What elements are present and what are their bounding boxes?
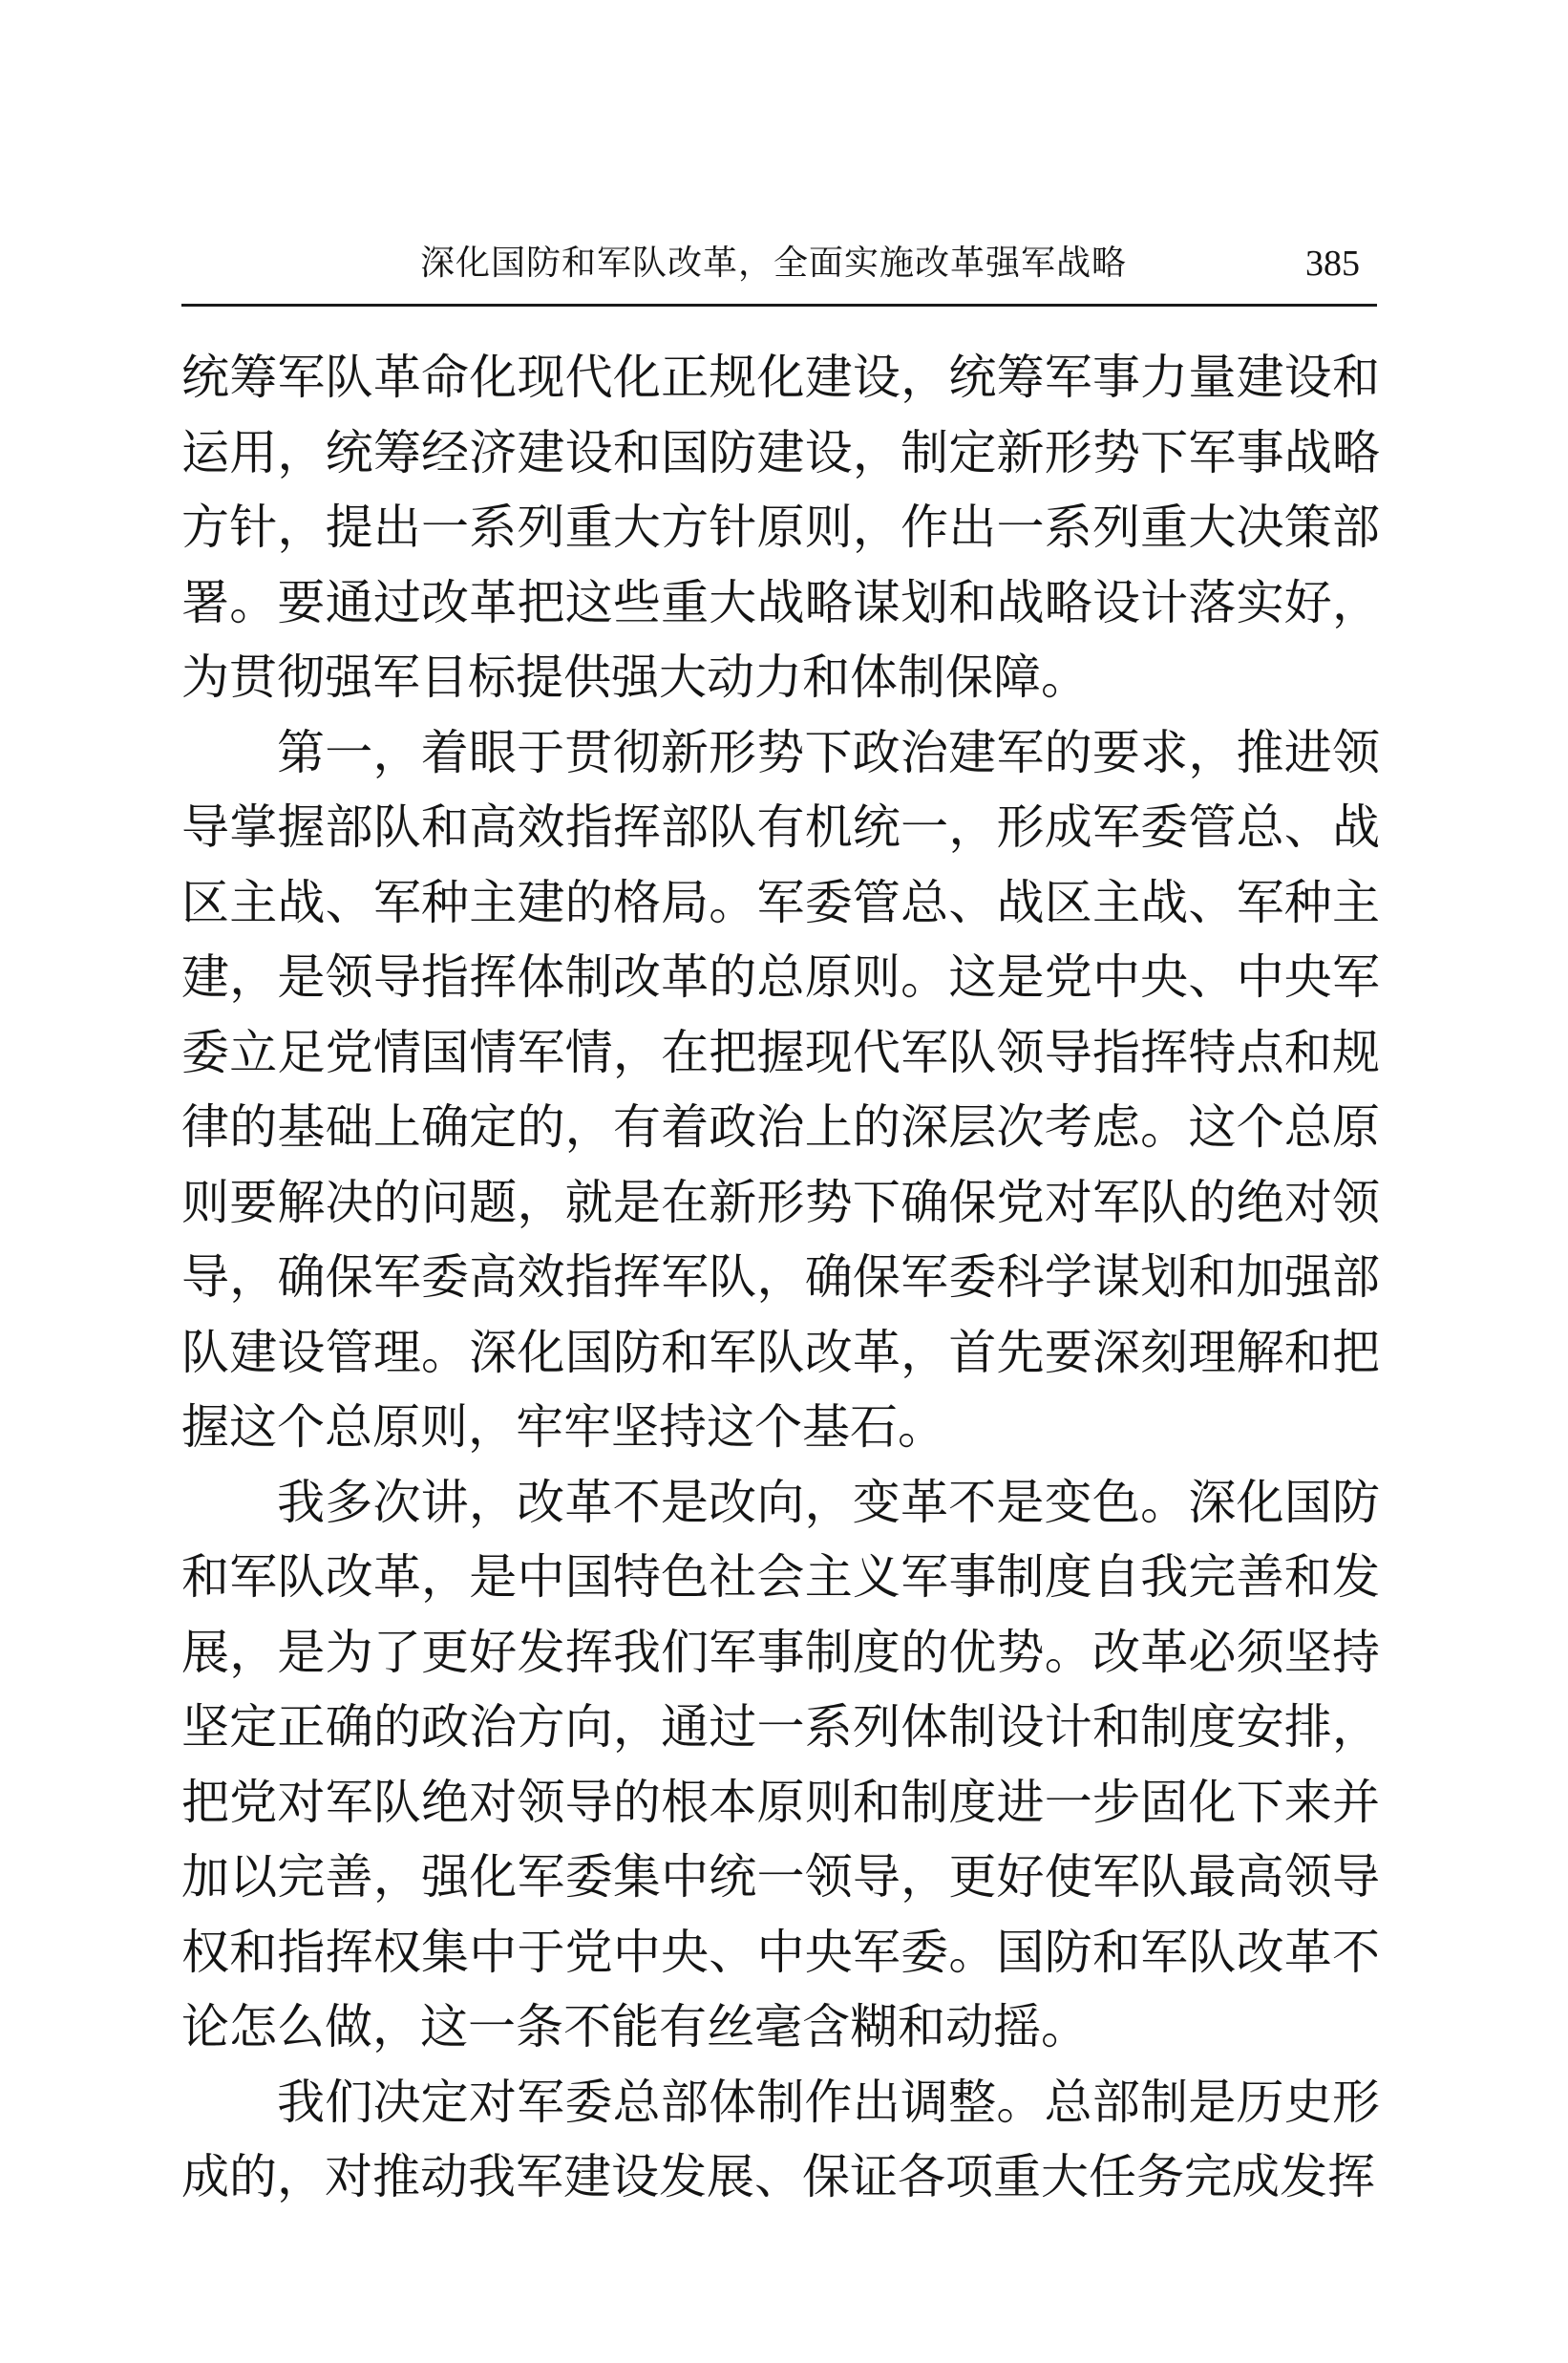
running-header: [181, 237, 1377, 307]
page-number: 385: [1305, 244, 1360, 284]
paragraph: 我们决定对军委总部体制作出调整。总部制是历史形成的，对推动我军建设发展、保证各项重大任务完成发挥: [181, 2074, 1380, 2204]
running-header-title: 深化国防和军队改革，全面实施改革强军战略: [420, 244, 1128, 283]
paragraph: 我多次讲，改革不是改向，变革不是变色。深化国防和军队改革，是中国特色社会主义军事制度自我完善和发展，是为了更好发挥我们军事制度的优势。改革必须坚持坚定正确的政治方向，通过一系列体制设计和制度安排，把党对军队绝对领导的根本原则和制度进一步固化下来并加以完善，强化军委集中统一领导，更好使军队最高领导权和指挥权集中于党中央、中央军委。国防和军队改革不论怎么做，这一条不能有丝毫含糊和动摇。: [181, 1474, 1380, 2054]
body-text: [181, 340, 1380, 2215]
paragraph-continued: 统筹军队革命化现代化正规化建设，统筹军事力量建设和运用，统筹经济建设和国防建设，制定新形势下军事战略方针，提出一系列重大方针原则，作出一系列重大决策部署。要通过改革把这些重大战略谋划和战略设计落实好，为贯彻强军目标提供强大动力和体制保障。: [181, 350, 1380, 705]
paragraph: 第一，着眼于贯彻新形势下政治建军的要求，推进领导掌握部队和高效指挥部队有机统一，形成军委管总、战区主战、军种主建的格局。军委管总、战区主战、军种主建，是领导指挥体制改革的总原则。这是党中央、中央军委立足党情国情军情，在把握现代军队领导指挥特点和规律的基础上确定的，有着政治上的深层次考虑。这个总原则要解决的问题，就是在新形势下确保党对军队的绝对领导，确保军委高效指挥军队，确保军委科学谋划和加强部队建设管理。深化国防和军队改革，首先要深刻理解和把握这个总原则，牢牢坚持这个基石。: [181, 724, 1380, 1455]
